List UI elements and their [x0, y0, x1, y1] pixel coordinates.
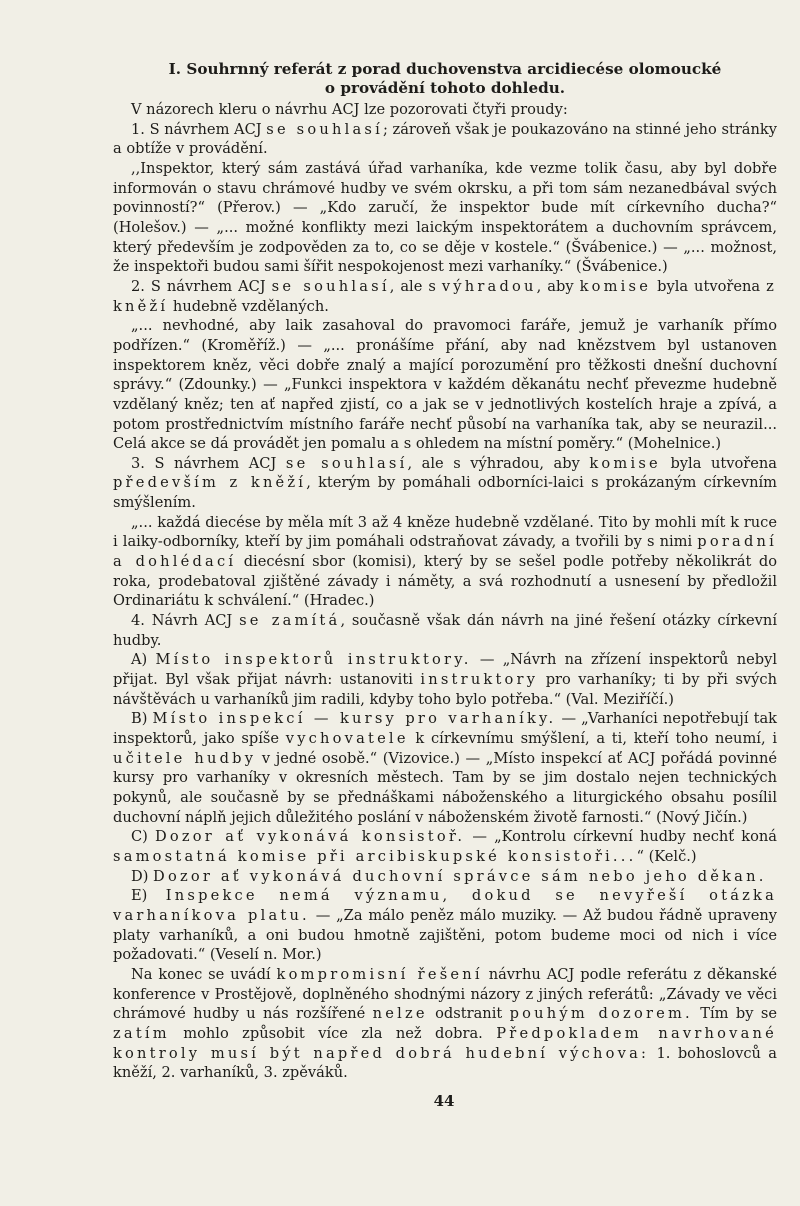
page-number: 44	[433, 1092, 455, 1110]
title-line-2: o provádění tohoto dohledu.	[324, 79, 566, 97]
conclusion-paragraph: Na konec se uvádí kompromisní řešení návrhu ACJ podle referátu z děkanské konference v Prostějově, doplněného shodnými názory z jiných referátů: „Závady ve věci chrámové hudby u nás rozšířené nelze odstranit pouhým dozorem. Tím by se zatím mohlo způsobit více zla než dobra. Předpokladem navrhované kontroly musí být napřed dobrá hudební výchova: 1. bohoslovců a kněží, 2. varhaníků, 3. zpěváků.	[113, 965, 778, 1082]
option-c: C) Dozor ať vykonává konsistoř. — „Kontrolu církevní hudby nechť koná samostatná komise při arcibiskupské konsistoři...“ (Kelč.)	[113, 828, 778, 865]
quote-3: „... každá diecése by měla mít 3 až 4 kněze hudebně vzdělané. Tito by mohli mít k ruce i laiky-odborníky, kteří by jim pomáhali odstraňovat závady, a tvořili by s nimi poradní a dohlédací diecésní sbor (komisi), který by se sešel podle potřeby několikrát do roka, prodebatoval zjištěné závady i náměty, a svá rozhodnutí a usnesení by předložil Ordinariátu k schválení.“ (Hradec.)	[113, 513, 777, 610]
quote-2: „... nevhodné, aby laik zasahoval do pravomoci faráře, jemuž je varhaník přímo podřízen.“ (Kroměříž.) — „... pronášíme přání, aby nad knězstvem byl ustanoven inspektorem kněz, věci dobře znalý a mající porozumění pro těžkosti dnešní duchovní správy.“ (Zdounky.) — „Funkci inspektora v každém děkanátu nechť převezme hudebně vzdělaný kněz; ten ať napřed zjistí, co a jak se v jednotlivých kostelích hraje a zpívá, a potom prostřednictvím místního faráře nechť působí na varhaníka tak, aby se neurazil... Celá akce se dá provádět jen pomalu a s ohledem na místní poměry.“ (Mohelnice.)	[113, 317, 777, 453]
point-1: 1. S návrhem ACJ se souhlasí; zároveň však je poukazováno na stinné jeho stránky a obtíže v provádění.	[113, 120, 777, 158]
intro-paragraph: V názorech kleru o návrhu ACJ lze pozorovati čtyři proudy:	[131, 101, 568, 118]
option-d: D) Dozor ať vykonává duchovní správce sám nebo jeho děkan.	[131, 867, 767, 885]
option-a: A) Místo inspektorů instruktory. — „Návrh na zřízení inspektorů nebyl přijat. Byl však přijat návrh: ustanoviti instruktory pro varhaníky; ti by při svých návštěvách u varhaníků jim radili, kdyby toho bylo potřeba.“ (Val. Meziříčí.)	[113, 651, 777, 708]
option-e: E) Inspekce nemá významu, dokud se nevyřeší otázka varhaníkova platu. — „Za málo peněz málo muziky. — Až budou řádně upraveny platy varhaníků, a oni budou hmotně zajištěni, potom budeme moci od nich i více požadovati.“ (Veselí n. Mor.)	[113, 887, 777, 964]
body-text	[113, 100, 777, 1083]
point-3: 3. S návrhem ACJ se souhlasí, ale s výhradou, aby komise byla utvořena především z kněží, kterým by pomáhali odborníci-laici s prokázaným církevním smýšlením.	[113, 454, 777, 512]
title-line-1: I. Souhrnný referát z porad duchovenstva arcidiecése olomoucké	[168, 60, 722, 78]
option-b: B) Místo inspekcí — kursy pro varhaníky. — „Varhaníci nepotřebují tak inspektorů, jako spíše vychovatele k církevnímu smýšlení, a ti, kteří toho neumí, i učitele hudby v jedné osobě.“ (Vizovice.) — „Místo inspekcí ať ACJ pořádá povinné kursy pro varhaníky v okresních městech. Tam by se jim dostalo nejen technických pokynů, ale současně by se přednáškami náboženského a liturgického obsahu posílil duchovní náplň jejich důležitého poslání v náboženském životě farnosti.“ (Nový Jičín.)	[113, 710, 777, 826]
point-4: 4. Návrh ACJ se zamítá, současně však dán návrh na jiné řešení otázky církevní hudby.	[113, 612, 777, 649]
quote-1: ,,Inspektor, který sám zastává úřad varhaníka, kde vezme tolik času, aby byl dobře informován o stavu chrámové hudby ve svém okrsku, a při tom sám nezanedbával svých povinností?“ (Přerov.) — „Kdo zaručí, že inspektor bude mít církevního ducha?“ (Holešov.) — „... možné konflikty mezi laickým inspektorátem a duchovním správcem, který především je zodpověden za to, co se děje v kostele.“ (Švábenice.) — „... možnost, že inspektoři budou sami šířit nespokojenost mezi varhaníky.“ (Švábenice.)	[113, 159, 777, 276]
point-2: 2. S návrhem ACJ se souhlasí, ale s výhradou, aby komise byla utvořena z kněží hudebně vzdělaných.	[113, 277, 777, 315]
section-title	[100, 60, 790, 98]
